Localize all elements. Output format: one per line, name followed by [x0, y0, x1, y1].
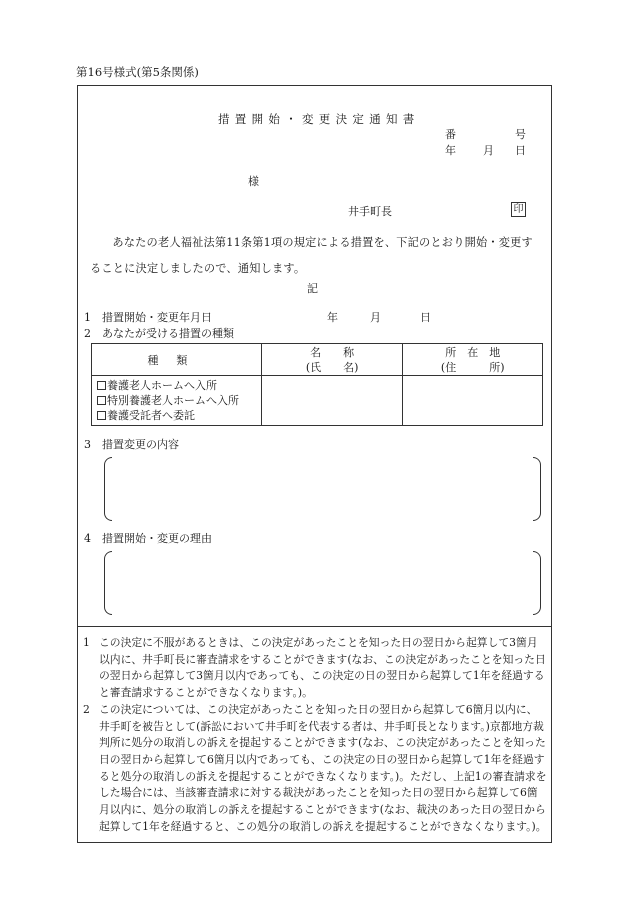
- option-label: 養護老人ホームへ入所: [107, 379, 217, 392]
- notes-section: [83, 635, 548, 835]
- note-1: [83, 635, 548, 702]
- address-cell[interactable]: [403, 376, 543, 426]
- date-day: 日: [515, 144, 526, 157]
- item4-left-bracket: [104, 551, 112, 615]
- note-number: 1: [83, 636, 90, 649]
- header-address: [403, 344, 543, 376]
- item1-day: 日: [420, 311, 431, 324]
- item4-label: 4 措置開始・変更の理由: [84, 532, 212, 545]
- date-year: 年: [445, 144, 456, 157]
- measure-options: [92, 376, 262, 426]
- item3-label: 3 措置変更の内容: [84, 438, 179, 451]
- option-label: 特別養護老人ホームへ入所: [107, 394, 239, 407]
- option-nursing-home[interactable]: [97, 378, 261, 393]
- document-title: 措置開始・変更決定通知書: [218, 112, 420, 126]
- measure-table: [91, 343, 543, 426]
- header-name-line1: 名 称: [310, 346, 355, 359]
- recipient-salutation: 様: [248, 175, 259, 188]
- number-suffix: 号: [515, 128, 526, 141]
- ki-heading: 記: [307, 282, 318, 295]
- item4-right-bracket: [533, 551, 541, 615]
- number-prefix: 番: [445, 128, 456, 141]
- option-special-nursing-home[interactable]: [97, 393, 261, 408]
- notes-divider: [77, 626, 552, 627]
- date-month: 月: [483, 144, 494, 157]
- table-row: [92, 376, 543, 426]
- header-name: [261, 344, 403, 376]
- item3-left-bracket: [104, 457, 112, 521]
- header-name-line2: (氏 名): [305, 361, 359, 374]
- header-kind: 種類: [92, 344, 262, 376]
- name-cell[interactable]: [261, 376, 403, 426]
- note-2: [83, 702, 548, 836]
- header-address-line1: 所 在 地: [445, 346, 501, 359]
- checkbox[interactable]: [97, 396, 106, 405]
- option-label: 養護受託者へ委託: [107, 409, 195, 422]
- option-foster-care[interactable]: [97, 408, 261, 423]
- note-text: この決定に不服があるときは、この決定があったことを知った日の翌日から起算して3箇月以内に、井手町長に審査請求をすることができます(なお、この決定があったことを知った日の翌日から起算して3箇月以内であっても、この決定の日の翌日から起算して1年を経過すると審査請求することができなくなります。)。: [99, 636, 546, 700]
- checkbox[interactable]: [97, 411, 106, 420]
- item2-label: 2 あなたが受ける措置の種類: [84, 327, 234, 340]
- form-number: 第16号様式(第5条関係): [76, 65, 199, 79]
- item1-month: 月: [370, 311, 381, 324]
- item1-year: 年: [327, 311, 338, 324]
- table-header-row: [92, 344, 543, 376]
- sender-name: 井手町長: [348, 205, 392, 218]
- intro-paragraph: あなたの老人福祉法第11条第1項の規定による措置を、下記のとおり開始・変更することに決定しましたので、通知します。: [90, 236, 533, 275]
- header-address-line2: (住 所): [440, 361, 505, 374]
- checkbox[interactable]: [97, 381, 106, 390]
- note-text: この決定については、この決定があったことを知った日の翌日から起算して6箇月以内に、井手町を被告として(訴訟において井手町を代表する者は、井手町長となります。)京都地方裁判所に処分の取消しの訴えを提起することができます(なお、この決定があったことを知った日の翌日から起算して6箇月以内であっても、この決定の日の翌日から起算して1年を経過すると処分の取消しの訴えを提起することができなくなります。)。ただし、上記1の審査請求をした場合には、当該審査請求に対する裁決があったことを知った日の翌日から起算して6箇月以内に、処分の取消しの訴えを提起することができます(なお、裁決のあった日の翌日から起算して1年を経過すると、この処分の取消しの訴えを提起することができなくなります。)。: [99, 702, 547, 833]
- item3-right-bracket: [533, 457, 541, 521]
- note-number: 2: [83, 702, 90, 716]
- seal-mark: 印: [511, 202, 526, 217]
- item1-label: 1 措置開始・変更年月日: [84, 311, 212, 324]
